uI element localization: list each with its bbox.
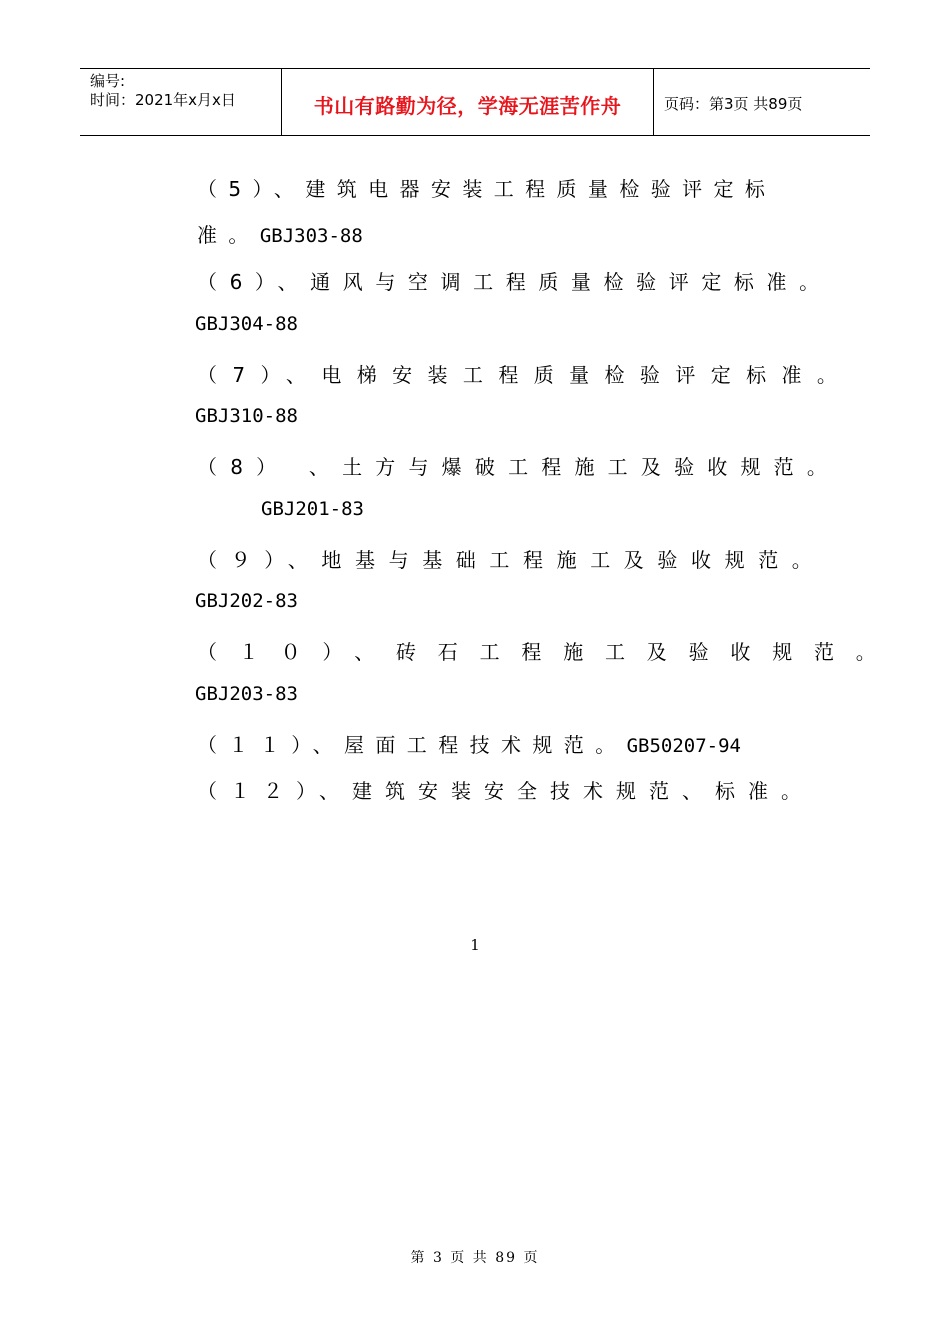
standard-line-11 [197, 729, 741, 758]
document-header [80, 68, 870, 136]
standard-line-12: （１２）、建筑安装安全技术规范、标准。 [197, 779, 814, 803]
number-label: 编号: [90, 72, 126, 90]
standard-code-gbj202: GBJ202-83 [195, 590, 298, 612]
page-number: 1 [470, 936, 480, 954]
standard-code-gbj303: GBJ303-88 [259, 225, 363, 247]
page-footer: 第 3 页 共 89 页 [410, 1250, 540, 1266]
standard-code-gbj203: GBJ203-83 [195, 683, 298, 705]
standard-code-gbj201: GBJ201-83 [261, 498, 364, 520]
header-meta [80, 69, 281, 135]
standard-code-gbj310: GBJ310-88 [195, 405, 298, 427]
standard-line-5-end: 准。 [197, 223, 260, 247]
header-motto-cell [281, 69, 654, 135]
page-info-text: 页码：第3页 共89页 [664, 94, 803, 113]
standard-line-9: （９）、地基与基础工程施工及验收规范。 [197, 548, 826, 572]
header-page-info [654, 69, 870, 135]
standard-code-gb50207: GB50207-94 [626, 735, 741, 757]
standard-line-7: （7）、电梯安装工程质量检验评定标准。 [197, 363, 853, 387]
time-label: 时间：2021年x月x日 [90, 91, 236, 109]
standard-code-gbj304: GBJ304-88 [195, 313, 298, 335]
standard-line-8: （8） 、土方与爆破工程施工及验收规范。 [197, 455, 841, 479]
motto-text: 书山有路勤为径，学海无涯苦作舟 [313, 93, 622, 118]
standard-line-10: （１０）、砖石工程施工及验收规范。 [197, 640, 898, 664]
standard-line-5: （5）、建筑电器安装工程质量检验评定标 [197, 177, 777, 201]
standard-line-6: （6）、通风与空调工程质量检验评定标准。 [197, 270, 832, 294]
standard-line-11-text: （１１）、屋面工程技术规范。 [197, 733, 627, 757]
standard-line-5-cont [197, 219, 363, 248]
